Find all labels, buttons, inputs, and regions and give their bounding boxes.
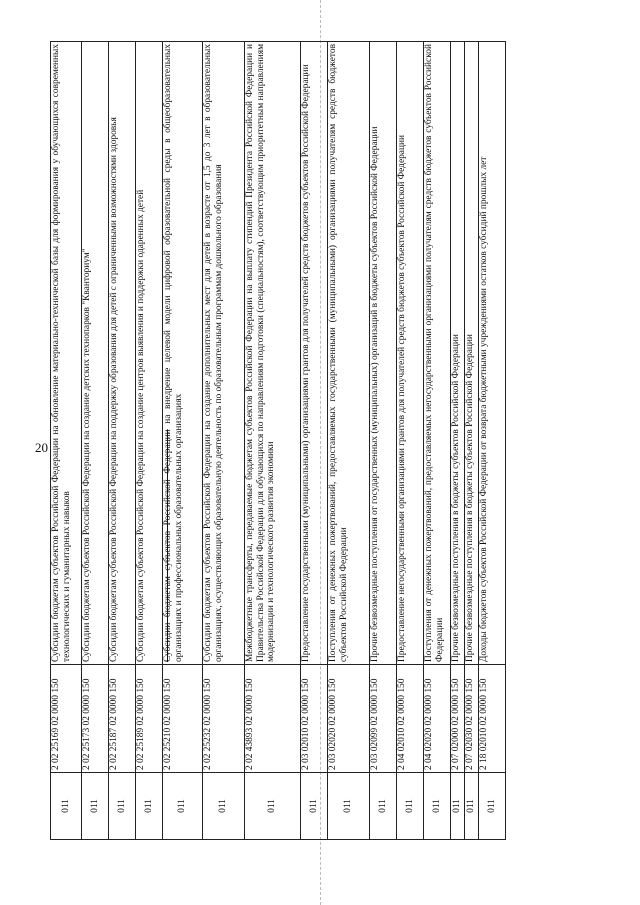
table-row (136, 42, 163, 840)
description-cell: Прочие безвозмездные поступления в бюджеты субъектов Российской Федерации (465, 42, 479, 665)
revenue-code-cell: 2 02 25210 02 0000 150 (163, 665, 203, 773)
admin-code-cell: 011 (328, 773, 370, 840)
admin-code-cell: 011 (203, 773, 245, 840)
admin-code-cell: 011 (465, 773, 479, 840)
admin-code-cell: 011 (301, 773, 328, 840)
table-row (370, 42, 397, 840)
table-row (328, 42, 370, 840)
revenue-code-cell: 2 02 43893 02 0000 150 (245, 665, 301, 773)
admin-code-cell: 011 (479, 773, 506, 840)
admin-code-cell: 011 (424, 773, 451, 840)
description-cell: Субсидии бюджетам субъектов Российской Федерации на обновление материально-технической базы для формирования у обучающихся современных технологических и гуманитарных навыков (51, 42, 82, 665)
description-cell: Субсидии бюджетам субъектов Российской Федерации на создание детских технопарков "Кванториум" (82, 42, 109, 665)
description-cell: Доходы бюджетов субъектов Российской Федерации от возврата бюджетными учреждениями остатков субсидий прошлых лет (479, 42, 506, 665)
table-row (203, 42, 245, 840)
admin-code-cell: 011 (136, 773, 163, 840)
admin-code-cell: 011 (451, 773, 465, 840)
revenue-code-cell: 2 03 02099 02 0000 150 (370, 665, 397, 773)
table-row (51, 42, 82, 840)
revenue-code-cell: 2 03 02010 02 0000 150 (301, 665, 328, 773)
table-body (51, 42, 506, 840)
description-cell: Субсидии бюджетам субъектов Российской Федерации на создание центров выявления и поддержки одаренных детей (136, 42, 163, 665)
description-cell: Субсидии бюджетам субъектов Российской Федерации на создание дополнительных мест для детей в возрасте от 1,5 до 3 лет в образовательных организациях, осуществляющих образовательную деятельность по образовательным программам дошкольного образования (203, 42, 245, 665)
description-cell: Субсидии бюджетам субъектов Российской Федерации на поддержку образования для детей с ограниченными возможностями здоровья (109, 42, 136, 665)
description-cell: Предоставление государственными (муниципальными) организациями грантов для получателей средств бюджетов субъектов Российской Федерации (301, 42, 328, 665)
table-row (465, 42, 479, 840)
description-cell: Поступления от денежных пожертвований, предоставляемых негосударственными организациями получателям средств бюджетов субъектов Российской Федерации (424, 42, 451, 665)
revenue-code-cell: 2 18 02010 02 0000 150 (479, 665, 506, 773)
revenue-code-cell: 2 02 25173 02 0000 150 (82, 665, 109, 773)
description-cell: Прочие безвозмездные поступления от государственных (муниципальных) организаций в бюджеты субъектов Российской Федерации (370, 42, 397, 665)
revenue-code-cell: 2 02 25187 02 0000 150 (109, 665, 136, 773)
page-number: 20 (35, 440, 48, 455)
revenue-code-cell: 2 07 02000 02 0000 150 (451, 665, 465, 773)
revenue-codes-table (50, 41, 506, 840)
description-cell: Прочие безвозмездные поступления в бюджеты субъектов Российской Федерации (451, 42, 465, 665)
revenue-code-cell: 2 04 02020 02 0000 150 (424, 665, 451, 773)
admin-code-cell: 011 (245, 773, 301, 840)
description-cell: Субсидии бюджетам субъектов Российской Федерации на внедрение целевой модели цифровой образовательной среды в общеобразовательных организациях и профессиональных образовательных организациях (163, 42, 203, 665)
table-row (479, 42, 506, 840)
admin-code-cell: 011 (397, 773, 424, 840)
table-row (82, 42, 109, 840)
admin-code-cell: 011 (370, 773, 397, 840)
table-row (424, 42, 451, 840)
struck-text: Субсидии бюджетам субъектов Российской Федерации (163, 429, 173, 662)
admin-code-cell: 011 (163, 773, 203, 840)
table-row (245, 42, 301, 840)
revenue-code-cell: 2 07 02030 02 0000 150 (465, 665, 479, 773)
table-row (451, 42, 465, 840)
revenue-code-cell: 2 02 25232 02 0000 150 (203, 665, 245, 773)
description-cell: Поступления от денежных пожертвований, предоставляемых государственными (муниципальными) организациями получателям средств бюджетов субъектов Российской Федерации (328, 42, 370, 665)
revenue-code-cell: 2 03 02020 02 0000 150 (328, 665, 370, 773)
description-cell: Межбюджетные трансферты, передаваемые бюджетам субъектов Российской Федерации на выплату стипендий Президента Российской Федерации и Правительства Российской Федерации для обучающихся по направлениям подготовки (специальностям), соответствующим приоритетным направлениям модернизации и технологического развития экономики (245, 42, 301, 665)
rotated-table-block (50, 41, 543, 840)
admin-code-cell: 011 (51, 773, 82, 840)
table-row (301, 42, 328, 840)
description-cell: Предоставление негосударственными организациями грантов для получателей средств бюджетов субъектов Российской Федерации (397, 42, 424, 665)
admin-code-cell: 011 (82, 773, 109, 840)
revenue-code-cell: 2 02 25169 02 0000 150 (51, 665, 82, 773)
table-row (397, 42, 424, 840)
table-row (109, 42, 136, 840)
admin-code-cell: 011 (109, 773, 136, 840)
revenue-code-cell: 2 02 25189 02 0000 150 (136, 665, 163, 773)
table-row (163, 42, 203, 840)
revenue-code-cell: 2 04 02010 02 0000 150 (397, 665, 424, 773)
